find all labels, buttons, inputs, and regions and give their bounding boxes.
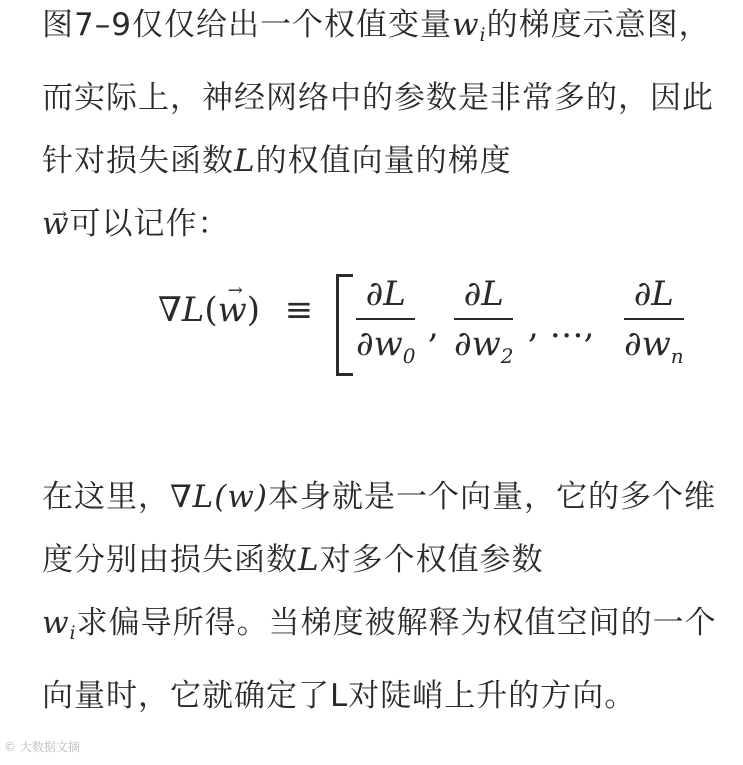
fraction-wn [624,274,684,368]
explanation-text-1: 在这里， [42,479,170,515]
weight-variable-w: w [451,7,480,43]
intro-paragraph [42,0,722,256]
fraction-w2 [454,274,513,368]
ellipsis-separator: , …, [528,306,595,346]
fraction-numerator: ∂L [633,274,674,314]
watermark: © 大数据文摘 [4,740,80,754]
intro-text-1: 图7–9仅仅给出一个权值变量 [42,7,452,43]
intro-text-2: 的梯度示意图，而实际上，神经网络中的参数是非常多的，因此针对损失函数 [42,7,714,179]
gradient-equation [158,262,718,382]
left-bracket [336,274,353,376]
explanation-text-4: 求偏导所得。当梯度被解释为权值空间的一个向量时，它就确定了L对陡峭上升的方向。 [42,605,717,714]
fraction-denominator: $\partial w_2$ [454,324,514,368]
equation-L: L [181,290,205,330]
equation-lhs [158,290,313,330]
weight-vector-w: w → [42,193,70,256]
equiv-symbol: ≡ [284,290,314,330]
close-paren: ) [246,290,260,330]
weight-variable-w: w [42,605,70,641]
fraction-denominator: $\partial w_n$ [624,324,684,368]
gradient-expression: ∇L(w) [170,479,268,515]
weight-subscript-i: i [69,622,77,644]
loss-symbol-L: L [298,542,320,578]
fraction-w0 [356,274,415,368]
nabla-symbol: ∇ [158,290,182,330]
explanation-paragraph [42,466,722,728]
fraction-numerator: ∂L [365,274,406,314]
equation-w-vector: w → [218,290,247,330]
weight-subscript-i: i [479,24,487,46]
open-paren: ( [204,290,218,330]
explanation-text-3: 对多个权值参数 [319,542,544,578]
comma-separator: , [428,306,439,346]
fraction-denominator: $\partial w_0$ [356,324,416,368]
explanation-text-2: 本身就是一个向量，它的多个维度分别由损失函数 [42,479,716,578]
loss-symbol-L: L [234,143,256,179]
intro-text-4: 可以记作： [69,206,230,242]
intro-text-3: 的权值向量的梯度 [255,143,512,179]
fraction-numerator: ∂L [463,274,504,314]
